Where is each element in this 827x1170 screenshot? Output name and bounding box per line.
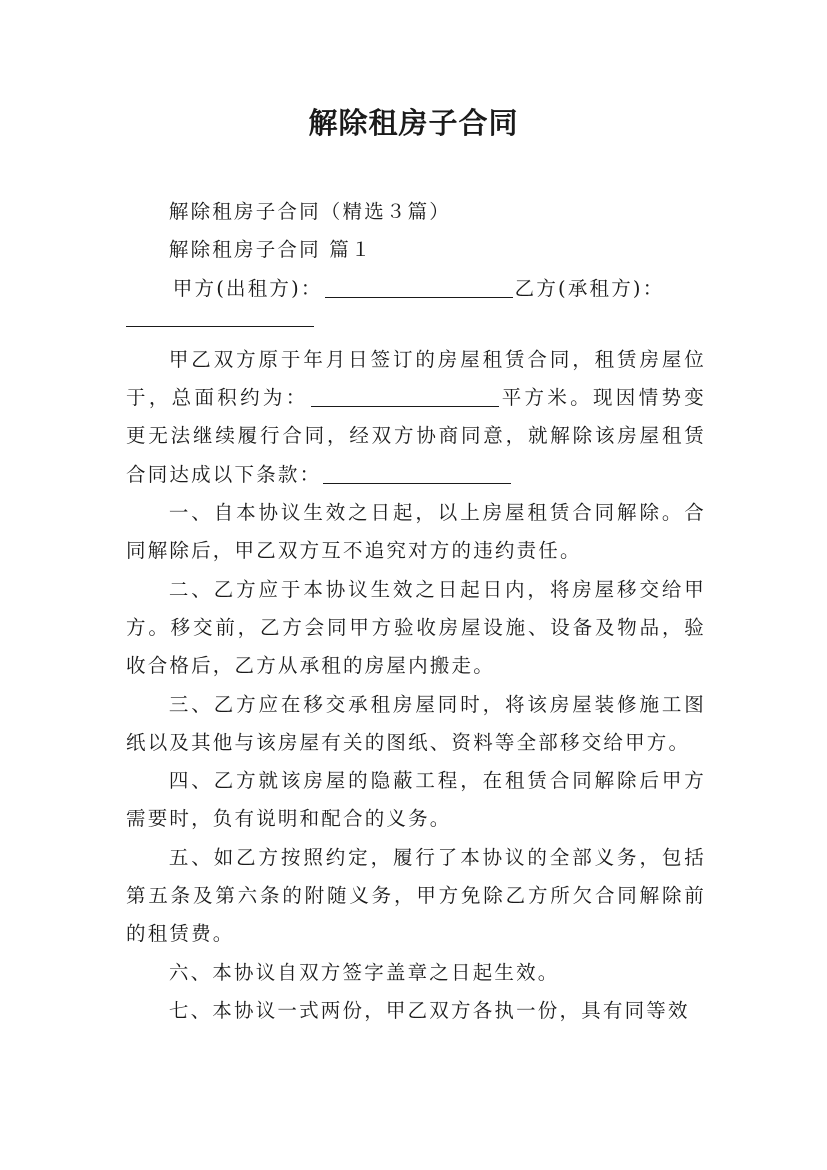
- document-title: 解除租房子合同: [308, 106, 519, 140]
- intro-part1: 甲乙双方原于年月日签订的房屋租赁合同，租赁房屋位于，总面积约为：: [126, 347, 706, 410]
- area-blank: [311, 405, 499, 407]
- party-a-label: 甲方(出租方)：: [172, 276, 323, 300]
- parties-line: [126, 270, 706, 308]
- section-heading: 解除租房子合同 篇１: [168, 238, 373, 262]
- document-subtitle: 解除租房子合同（精选３篇）: [168, 200, 451, 223]
- party-b-blank: [126, 310, 314, 327]
- clause-3: 三、乙方应在移交承租房屋同时，将该房屋装修施工图纸以及其他与该房屋有关的图纸、资料等全部移交给甲方。: [126, 692, 706, 754]
- clause-6: 六、本协议自双方签字盖章之日起生效。: [168, 960, 560, 984]
- clause-7: 七、本协议一式两份，甲乙双方各执一份，具有同等效: [168, 998, 690, 1022]
- party-a-blank: [325, 296, 513, 298]
- clause-5: 五、如乙方按照约定，履行了本协议的全部义务，包括第五条及第六条的附随义务，甲方免除乙方所欠合同解除前的租赁费。: [126, 845, 706, 946]
- terms-blank: [323, 482, 511, 484]
- clause-1: 一、自本协议生效之日起，以上房屋租赁合同解除。合同解除后，甲乙双方互不追究对方的违约责任。: [126, 501, 706, 563]
- intro-part2: 平方米。现因情势变更无法继续履行合同，经双方协商同意，就解除该房屋租赁合同达成以下条款：: [126, 386, 706, 486]
- intro-paragraph: [126, 341, 706, 494]
- clause-2: 二、乙方应于本协议生效之日起日内，将房屋移交给甲方。移交前，乙方会同甲方验收房屋设施、设备及物品，验收合格后，乙方从承租的房屋内搬走。: [126, 577, 706, 678]
- document-body: [126, 193, 706, 1030]
- party-b-label: 乙方(承租方)：: [514, 276, 665, 300]
- clause-4: 四、乙方就该房屋的隐蔽工程，在租赁合同解除后甲方需要时，负有说明和配合的义务。: [126, 769, 706, 831]
